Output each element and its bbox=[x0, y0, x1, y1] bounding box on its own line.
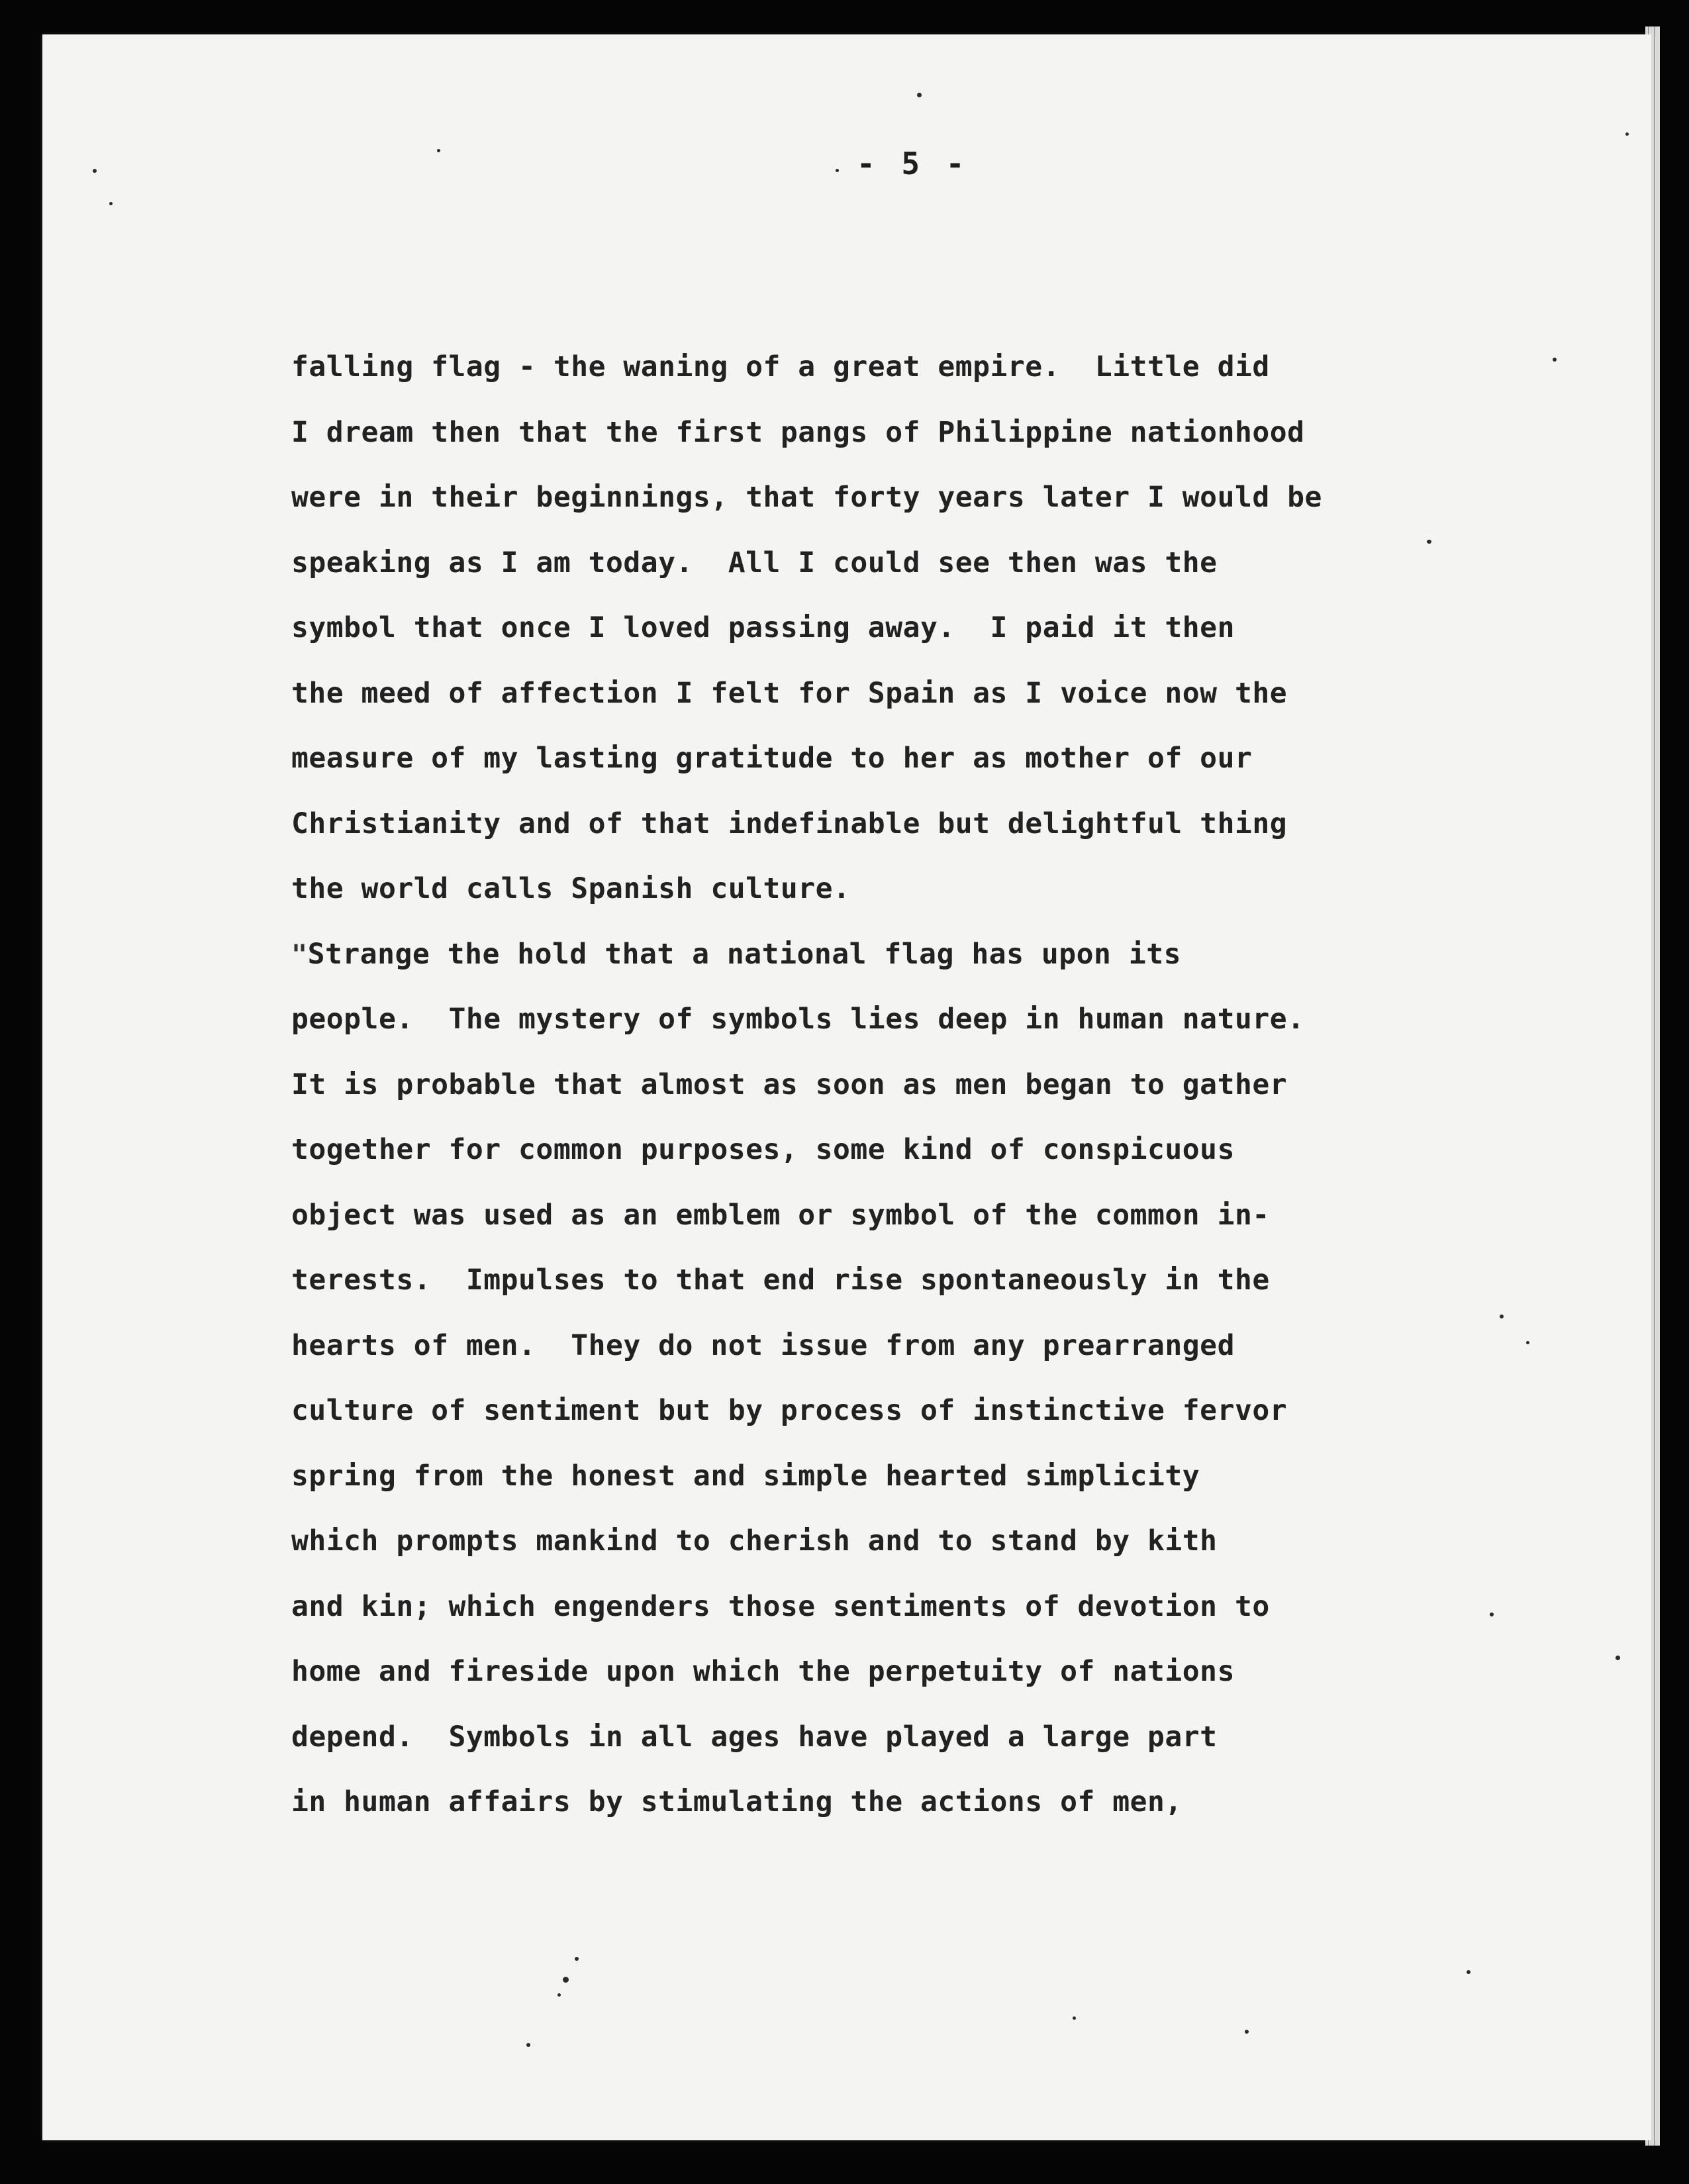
scan-speck bbox=[1467, 1970, 1471, 1974]
text-line: the meed of affection I felt for Spain as I voice now the bbox=[291, 676, 1288, 710]
scan-speck bbox=[1553, 358, 1557, 362]
text-line: object was used as an emblem or symbol of the common in- bbox=[291, 1198, 1270, 1232]
scan-speck bbox=[1625, 132, 1629, 136]
scan-speck bbox=[563, 1977, 569, 1983]
scan-speck bbox=[1500, 1315, 1504, 1318]
text-line: measure of my lasting gratitude to her as mother of our bbox=[291, 742, 1253, 775]
text-line: and kin; which engenders those sentiments of devotion to bbox=[291, 1589, 1270, 1623]
text-line: culture of sentiment but by process of instinctive fervor bbox=[291, 1394, 1288, 1427]
scan-speck bbox=[557, 1993, 561, 1997]
text-line: depend. Symbols in all ages have played a large part bbox=[291, 1720, 1218, 1754]
body-text bbox=[291, 334, 1549, 1835]
text-line: terests. Impulses to that end rise spontaneously in the bbox=[291, 1264, 1270, 1297]
scan-speck bbox=[109, 202, 113, 205]
paragraph-mark: " bbox=[291, 939, 308, 970]
text-line: in human affairs by stimulating the actions of men, bbox=[291, 1785, 1182, 1818]
text-line: It is probable that almost as soon as men began to gather bbox=[291, 1067, 1288, 1101]
page-number: - 5 - bbox=[857, 146, 969, 181]
scan-speck bbox=[437, 149, 440, 152]
scan-speck bbox=[1526, 1341, 1529, 1344]
text-line: speaking as I am today. All I could see then was the bbox=[291, 546, 1218, 579]
text-line: together for common purposes, some kind of conspicuous bbox=[291, 1133, 1235, 1166]
scan-speck bbox=[1427, 540, 1431, 544]
text-line: people. The mystery of symbols lies deep in human nature. bbox=[291, 1003, 1305, 1036]
scan-speck bbox=[1073, 2016, 1076, 2020]
text-line: Strange the hold that a national flag has upon its bbox=[307, 937, 1182, 971]
scan-speck bbox=[1616, 1656, 1620, 1660]
scan-speck bbox=[917, 93, 922, 97]
text-line: spring from the honest and simple hearted simplicity bbox=[291, 1459, 1200, 1493]
text-line: symbol that once I loved passing away. I paid it then bbox=[291, 611, 1235, 644]
scan-speck bbox=[93, 169, 97, 173]
text-line: were in their beginnings, that forty years later I would be bbox=[291, 481, 1322, 514]
text-line: I dream then that the first pangs of Philippine nationhood bbox=[291, 415, 1305, 449]
scan-speck bbox=[575, 1957, 579, 1961]
text-line: which prompts mankind to cherish and to stand by kith bbox=[291, 1524, 1218, 1558]
text-line: the world calls Spanish culture. bbox=[291, 872, 851, 905]
scan-speck bbox=[1490, 1613, 1494, 1616]
text-line: home and fireside upon which the perpetuity of nations bbox=[291, 1655, 1235, 1688]
scan-speck bbox=[1245, 2030, 1249, 2034]
text-line: falling flag - the waning of a great empire. Little did bbox=[291, 350, 1270, 383]
text-line: Christianity and of that indefinable but delightful thing bbox=[291, 807, 1288, 840]
scan-speck bbox=[526, 2043, 530, 2047]
text-line: hearts of men. They do not issue from any prearranged bbox=[291, 1328, 1235, 1362]
scan-speck bbox=[836, 169, 839, 172]
paragraph-start-line bbox=[291, 922, 1549, 987]
